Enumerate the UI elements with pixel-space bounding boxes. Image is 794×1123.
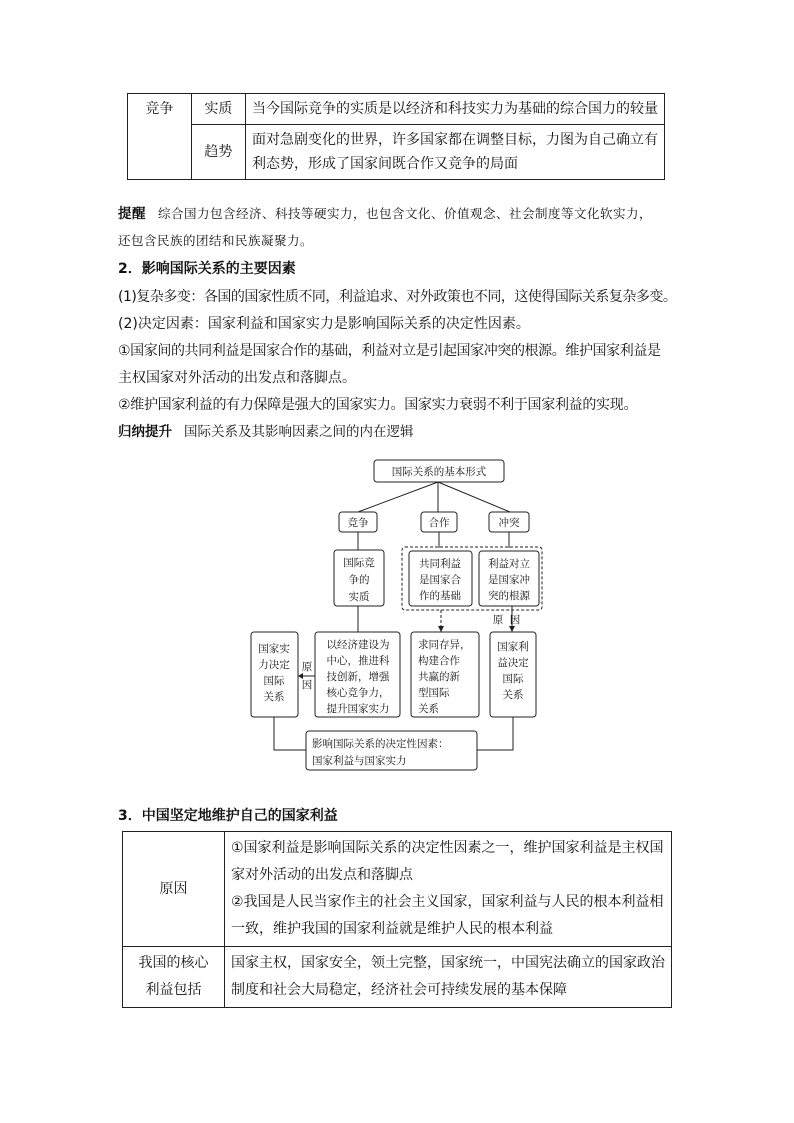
reason-line-1: ①国家利益是影响国际关系的决定性因素之一，维护国家利益是主权国	[231, 840, 664, 856]
seek-line-3: 共赢的新	[418, 671, 460, 683]
seek-line-5: 关系	[418, 703, 439, 715]
strength-line-4: 关系	[263, 691, 285, 703]
bottom-line-2: 国家利益与国家实力	[312, 755, 407, 767]
interest-line-1: 国家利	[497, 641, 529, 653]
interest-line-3: 国际	[502, 673, 524, 685]
essence-line-2: 争的	[348, 574, 370, 586]
diagram-competition-label: 竞争	[347, 517, 369, 529]
section-2-p3b: 主权国家对外活动的出发点和落脚点。	[118, 370, 356, 386]
diagram-conflict-label: 冲突	[498, 517, 520, 529]
reason-label-left-2: 因	[301, 679, 313, 691]
section-2-p2: (2)决定因素：国家利益和国家实力是影响国际关系的决定性因素。	[118, 316, 530, 332]
seek-line-1: 求同存异，	[418, 639, 471, 651]
summary-text: 国际关系及其影响因素之间的内在逻辑	[184, 424, 414, 440]
reason-line-3: ②我国是人民当家作主的社会主义国家，国家利益与人民的根本利益相	[231, 894, 664, 910]
economy-line-1: 以经济建设为	[326, 639, 390, 651]
seek-line-4: 型国际	[418, 687, 450, 699]
common-line-2: 是国家合	[419, 574, 461, 586]
section-2-p1: (1)复杂多变：各国的国家性质不同，利益追求、对外政策也不同，这使得国际关系复杂多变。	[118, 289, 677, 305]
essence-line-3: 实质	[348, 591, 370, 603]
reason-label-right-2: 因	[509, 614, 521, 626]
reason-label: 原因	[123, 832, 225, 947]
interest-line-2: 益决定	[497, 657, 529, 669]
core-line-1: 国家主权，国家安全，领土完整，国家统一，中国宪法确立的国家政治	[231, 955, 665, 971]
strength-line-3: 国际	[263, 675, 285, 687]
competition-cell: 竞争	[128, 94, 192, 180]
seek-line-2: 构建合作	[418, 655, 460, 667]
section-3-heading: 3．中国坚定地维护自己的国家利益	[118, 808, 338, 824]
section-2-heading: 2．影响国际关系的主要因素	[118, 261, 296, 277]
economy-line-3: 技创新，增强	[326, 671, 390, 683]
tip-label: 提醒	[118, 206, 146, 222]
reason-line-4: 一致，维护我国的国家利益就是维护人民的根本利益	[231, 921, 553, 937]
trend-line-2: 利态势，形成了国家间既合作又竞争的局面	[252, 156, 518, 172]
section-2-p3a: ①国家间的共同利益是国家合作的基础，利益对立是引起国家冲突的根源。维护国家利益是	[118, 343, 661, 359]
essence-text: 当今国际竞争的实质是以经济和科技实力为基础的综合国力的较量	[246, 94, 665, 125]
economy-line-2: 中心，推进科	[326, 655, 390, 667]
core-interest-text	[225, 947, 672, 1008]
reason-label-left: 原	[301, 661, 313, 673]
interest-table	[122, 831, 672, 1008]
common-line-3: 作的基础	[419, 590, 461, 602]
economy-line-4: 核心竞争力，	[326, 687, 390, 699]
common-line-1: 共同利益	[419, 558, 461, 570]
diagram-top-label: 国际关系的基本形式	[391, 466, 487, 478]
trend-line-1: 面对急剧变化的世界，许多国家都在调整目标，力图为自己确立有	[252, 132, 658, 148]
essence-label: 实质	[191, 94, 245, 125]
section-2-p4: ②维护国家利益的有力保障是强大的国家实力。国家实力衰弱不利于国家利益的实现。	[118, 397, 638, 413]
interest-line-4: 关系	[502, 689, 524, 701]
reason-text	[225, 832, 672, 947]
core-line-2: 制度和社会大局稳定，经济社会可持续发展的基本保障	[231, 982, 567, 998]
opposed-line-3: 突的根源	[488, 590, 530, 602]
summary-label: 归纳提升	[118, 424, 172, 440]
core-interest-label: 我国的核心 利益包括	[123, 947, 225, 1008]
tip-line-2: 还包含民族的团结和民族凝聚力。	[118, 233, 314, 248]
essence-line-1: 国际竞	[343, 557, 375, 569]
reason-label-right: 原	[492, 614, 504, 626]
strength-line-1: 国家实	[258, 643, 290, 655]
opposed-line-2: 是国家冲	[488, 574, 530, 586]
reason-line-2: 家对外活动的出发点和落脚点	[231, 867, 413, 883]
bottom-line-1: 影响国际关系的决定性因素：	[312, 738, 449, 750]
economy-line-5: 提升国家实力	[326, 703, 390, 715]
trend-label: 趋势	[191, 125, 245, 180]
diagram-cooperation-label: 合作	[428, 517, 450, 529]
opposed-line-1: 利益对立	[488, 558, 530, 570]
strength-line-2: 力决定	[258, 659, 290, 671]
tip-line-1: 提醒 综合国力包含经济、科技等硬实力，也包含文化、价值观念、社会制度等文化软实力，	[118, 206, 653, 222]
